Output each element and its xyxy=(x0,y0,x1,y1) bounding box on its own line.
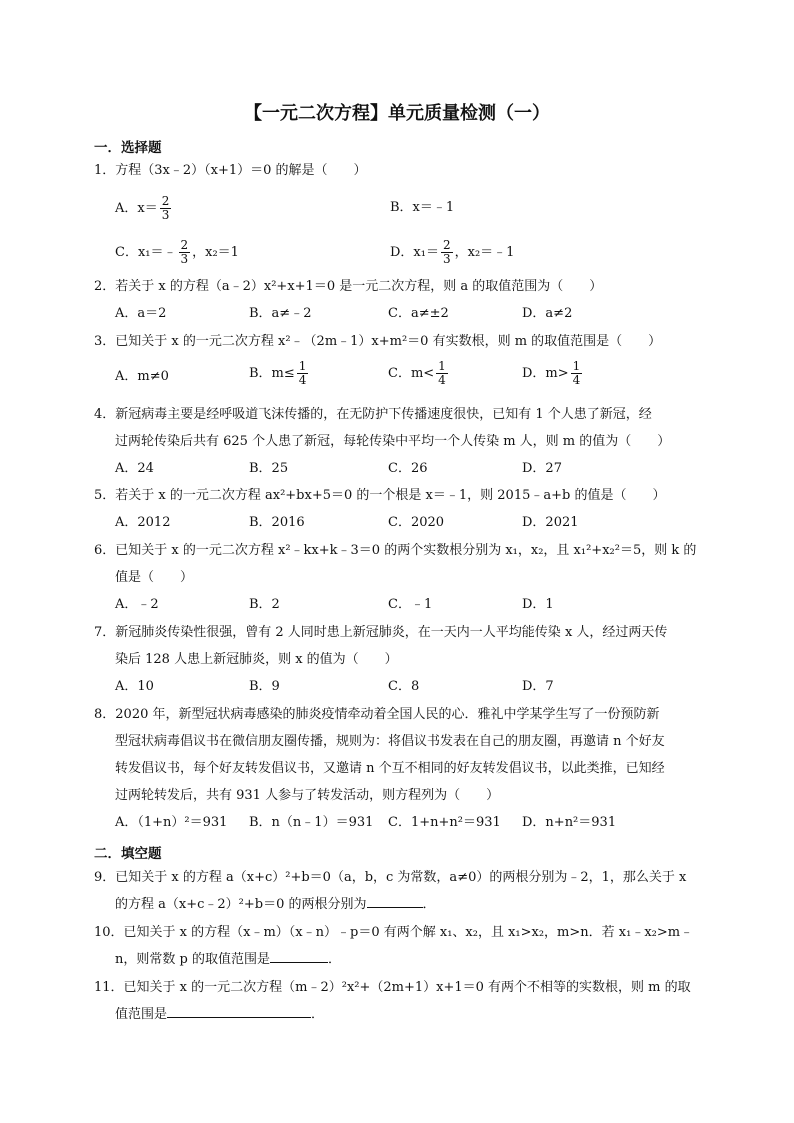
question-1-option-d xyxy=(390,239,514,266)
option-text: ，x₂＝1 xyxy=(192,245,239,260)
question-1-option-c xyxy=(115,239,239,266)
question-4-option-a: A．24 xyxy=(115,461,154,476)
question-10-line-1: 10．已知关于 x 的方程（x﹣m）（x﹣n）﹣p＝0 有两个解 x₁、x₂，且 x₁>x₂，m>n．若 x₁﹣x₂>m﹣ xyxy=(94,925,694,940)
question-2-option-b: B．a≠﹣2 xyxy=(249,306,312,321)
question-5-option-c: C．2020 xyxy=(388,515,445,530)
question-5-option-a: A．2012 xyxy=(115,515,171,530)
question-8-option-d: D．n+n²＝931 xyxy=(522,815,617,830)
question-6-line-1: 6．已知关于 x 的一元二次方程 x²﹣kx+k﹣3＝0 的两个实数根分别为 x₁，x₂，且 x₁²+x₂²＝5，则 k 的 xyxy=(94,543,697,558)
fraction xyxy=(436,360,448,387)
question-7-option-c: C．8 xyxy=(388,679,420,694)
answer-blank[interactable] xyxy=(367,907,423,908)
question-2-option-c: C．a≠±2 xyxy=(388,306,449,321)
question-4-option-c: C．26 xyxy=(388,461,428,476)
fraction-denominator: 3 xyxy=(161,208,170,222)
question-2-stem: 2．若关于 x 的方程（a﹣2）x²+x+1＝0 是一元二次方程，则 a 的取值范围为（ ） xyxy=(94,279,603,294)
fraction xyxy=(441,239,453,266)
fraction xyxy=(571,360,583,387)
question-5-option-b: B．2016 xyxy=(249,515,305,530)
option-text: B．m≤ xyxy=(249,366,295,381)
answer-blank[interactable] xyxy=(270,962,328,963)
question-4-option-d: D．27 xyxy=(522,461,562,476)
question-1-option-a xyxy=(115,195,173,222)
question-text: 值范围是 xyxy=(115,1007,168,1022)
fraction-denominator: 4 xyxy=(572,373,581,387)
question-3-stem: 3．已知关于 x 的一元二次方程 x²﹣（2m﹣1）x+m²＝0 有实数根，则 m 的取值范围是（ ） xyxy=(94,334,662,349)
question-3-option-d xyxy=(522,360,584,387)
question-1-stem: 1．方程（3x﹣2）（x+1）＝0 的解是（ ） xyxy=(94,163,367,178)
question-8-option-a: A．（1+n）²＝931 xyxy=(115,815,228,830)
option-text: C．m< xyxy=(388,366,435,381)
answer-blank[interactable] xyxy=(167,1017,311,1018)
question-text: n，则常数 p 的取值范围是 xyxy=(115,952,270,967)
question-5-option-d: D．2021 xyxy=(522,515,579,530)
question-1-option-b: B．x＝﹣1 xyxy=(390,200,455,215)
question-8-option-b: B．n（n﹣1）＝931 xyxy=(249,815,374,830)
question-11-line-1: 11．已知关于 x 的一元二次方程（m﹣2）²x²+（2m+1）x+1＝0 有两个不相等的实数根，则 m 的取 xyxy=(94,980,691,995)
fraction-denominator: 3 xyxy=(180,252,189,266)
fraction xyxy=(160,195,172,222)
question-7-line-1: 7．新冠肺炎传染性很强，曾有 2 人同时患上新冠肺炎，在一天内一人平均能传染 x 人，经过两天传 xyxy=(94,625,668,640)
fraction-denominator: 3 xyxy=(442,252,451,266)
question-10-line-2 xyxy=(115,951,341,969)
question-3-option-c xyxy=(388,360,450,387)
question-9-line-1: 9．已知关于 x 的方程 a（x+c）²+b＝0（a，b，c 为常数，a≠0）的两根分别为﹣2，1，那么关于 x xyxy=(94,870,687,885)
question-text: 的方程 a（x+c﹣2）²+b＝0 的两根分别为 xyxy=(115,897,367,912)
question-4-line-2: 过两轮传染后共有 625 个人患了新冠，每轮传染中平均一个人传染 m 人，则 m 的值为（ ） xyxy=(115,434,671,449)
fraction xyxy=(297,360,309,387)
option-text: D．x₁＝ xyxy=(390,245,439,260)
question-7-option-d: D．7 xyxy=(522,679,554,694)
question-11-line-2 xyxy=(115,1006,324,1024)
fraction-numerator: 1 xyxy=(572,359,581,373)
question-6-line-2: 值是（ ） xyxy=(115,570,194,585)
question-3-option-a: A．m≠0 xyxy=(115,369,169,384)
fraction-denominator: 4 xyxy=(298,373,307,387)
question-8-line-3: 转发倡议书，每个好友转发倡议书，又邀请 n 个互不相同的好友转发倡议书，以此类推，已知经 xyxy=(115,761,665,776)
question-3-option-b xyxy=(249,360,310,387)
option-text: A．x＝ xyxy=(115,201,158,216)
section-choice-heading: 一．选择题 xyxy=(94,140,162,156)
question-7-option-b: B．9 xyxy=(249,679,280,694)
question-7-line-2: 染后 128 人患上新冠肺炎，则 x 的值为（ ） xyxy=(115,652,398,667)
option-text: C．x₁＝﹣ xyxy=(115,245,177,260)
question-6-option-a: A．﹣2 xyxy=(115,597,159,612)
question-6-option-c: C．﹣1 xyxy=(388,597,433,612)
section-fill-heading: 二．填空题 xyxy=(94,846,162,862)
option-text: D．m> xyxy=(522,366,569,381)
option-text: ，x₂＝﹣1 xyxy=(454,245,515,260)
question-9-line-2 xyxy=(115,896,436,914)
question-8-line-2: 型冠状病毒倡议书在微信朋友圈传播，规则为：将倡议书发表在自己的朋友圈，再邀请 n 个好友 xyxy=(115,734,665,749)
question-6-option-d: D．1 xyxy=(522,597,554,612)
question-text: ． xyxy=(422,897,436,912)
fraction-numerator: 1 xyxy=(298,359,307,373)
fraction-numerator: 2 xyxy=(442,238,451,252)
question-2-option-d: D．a≠2 xyxy=(522,306,573,321)
fraction xyxy=(179,239,191,266)
fraction-numerator: 2 xyxy=(180,238,189,252)
page-title: 【一元二次方程】单元质量检测（一） xyxy=(244,103,550,124)
question-4-option-b: B．25 xyxy=(249,461,289,476)
question-8-line-4: 过两轮转发后，共有 931 人参与了转发活动，则方程列为（ ） xyxy=(115,788,500,803)
question-7-option-a: A．10 xyxy=(115,679,154,694)
question-2-option-a: A．a＝2 xyxy=(115,306,167,321)
question-text: ． xyxy=(327,952,341,967)
fraction-numerator: 2 xyxy=(161,194,170,208)
question-4-line-1: 4．新冠病毒主要是经呼吸道飞沫传播的，在无防护下传播速度很快，已知有 1 个人患了新冠，经 xyxy=(94,407,652,422)
question-text: ． xyxy=(311,1007,325,1022)
question-5-stem: 5．若关于 x 的一元二次方程 ax²+bx+5＝0 的一个根是 x＝﹣1，则 2015﹣a+b 的值是（ ） xyxy=(94,488,666,503)
fraction-numerator: 1 xyxy=(438,359,446,373)
question-8-option-c: C．1+n+n²＝931 xyxy=(388,815,501,830)
question-8-line-1: 8．2020 年，新型冠状病毒感染的肺炎疫情牵动着全国人民的心．雅礼中学某学生写了一份预防新 xyxy=(94,707,660,722)
question-6-option-b: B．2 xyxy=(249,597,280,612)
fraction-denominator: 4 xyxy=(438,373,446,387)
